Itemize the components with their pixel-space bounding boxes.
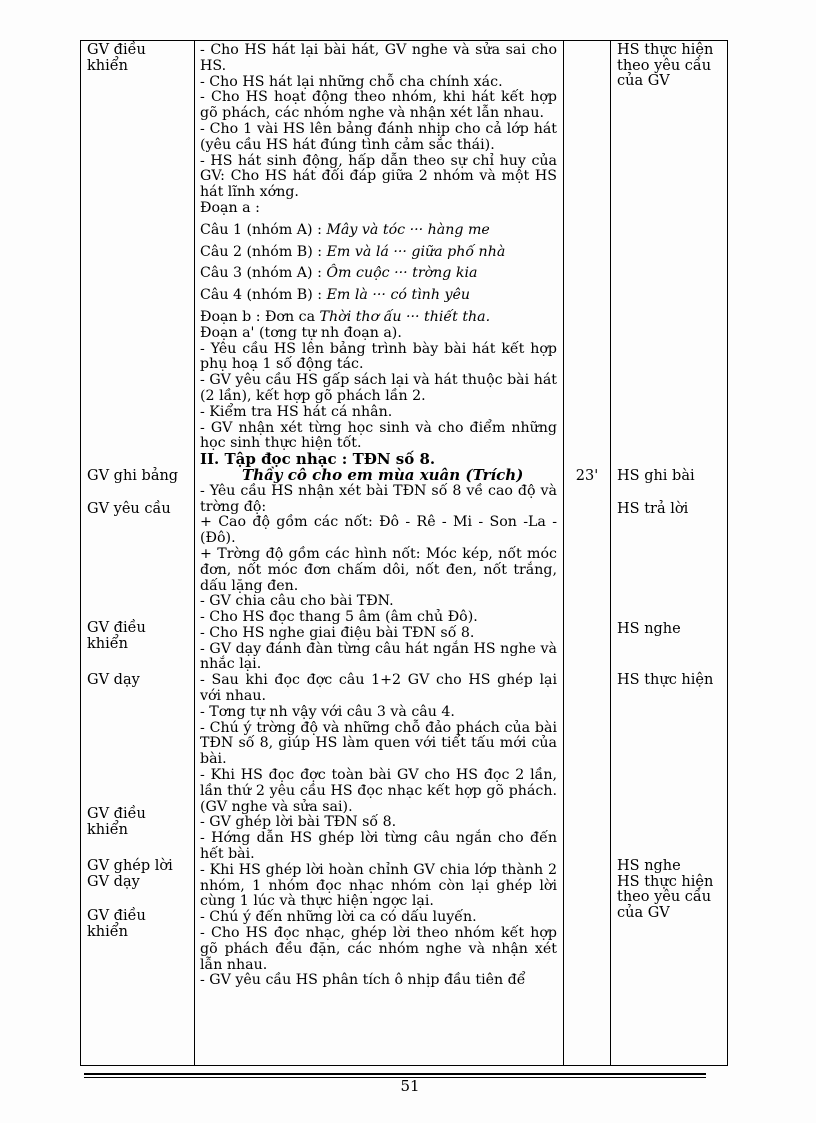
content-column	[195, 41, 563, 1065]
content-line: - Kiểm tra HS hát cá nhân.	[200, 403, 393, 420]
student-note: HS ghi bài	[617, 468, 695, 484]
teacher-note: GV ghép lời GV dạy	[87, 858, 173, 890]
section-subtitle: Thầy cô cho em mùa xuân (Trích)	[242, 465, 524, 484]
content-line: - GV chia câu cho bài TĐN.	[200, 593, 394, 610]
content-line: - Cho HS đọc thang 5 âm (âm chủ Đô).	[200, 609, 478, 626]
teacher-note: GV ghi bảng	[87, 468, 179, 484]
time-column	[564, 41, 610, 1065]
teacher-note: GV điều khiển	[87, 806, 146, 838]
verse-line: Câu 1 (nhóm A) : Mây và tóc ··· hàng me	[200, 221, 490, 238]
teacher-note: GV điều khiển	[87, 620, 146, 652]
content-line: - Yêu cầu HS lên bảng trình bày bài hát kết hợp phụ hoạ 1 số động tác.	[200, 340, 557, 373]
student-note: HS nghe	[617, 621, 681, 637]
verse-line: Đoạn b : Đơn ca Thời thơ ấu ··· thiết tha.	[200, 308, 491, 325]
content-line: - Cho HS nghe giai điệu bài TĐN số 8.	[200, 624, 475, 641]
content-line: - GV dạy đánh đàn từng câu hát ngắn HS nghe và nhắc lại.	[200, 640, 557, 673]
verse-line: Câu 3 (nhóm A) : Ôm cuộc ··· trờng kia	[200, 265, 478, 282]
content-line: - HS hát sinh động, hấp dẫn theo sự chỉ huy của GV: Cho HS hát đối đáp giữa 2 nhóm và một HS hát lĩnh xớng.	[200, 152, 557, 201]
content-line: - Cho HS hát lại những chỗ cha chính xác.	[200, 73, 503, 90]
content-line: - GV ghép lời bài TĐN số 8.	[200, 814, 397, 831]
content-line: - Tơng tự nh vậy với câu 3 và câu 4.	[200, 703, 455, 720]
content-line: - Cho HS hát lại bài hát, GV nghe và sửa sai cho HS.	[200, 42, 557, 74]
content-line: - GV yêu cầu HS gấp sách lại và hát thuộc bài hát (2 lần), kết hợp gõ phách lần 2.	[200, 372, 557, 404]
content-line: + Cao độ gồm các nốt: Đô - Rê - Mi - Son -La - (Đô).	[200, 514, 557, 547]
student-note: HS thực hiện	[617, 672, 714, 688]
teacher-note: GV yêu cầu	[87, 501, 171, 517]
student-note: HS thực hiện theo yêu cầu của GV	[617, 42, 714, 89]
content-line: Đoạn a' (tơng tự nh đoạn a).	[200, 324, 402, 341]
content-line: - GV yêu cầu HS phân tích ô nhịp đầu tiên để	[200, 972, 526, 989]
teacher-note: GV điều khiển	[87, 908, 146, 940]
student-note: HS nghe HS thực hiện theo yêu cầu của GV	[617, 858, 714, 921]
student-note: HS trả lời	[617, 501, 689, 517]
content-line: - Hớng dẫn HS ghép lời từng câu ngắn cho đến hết bài.	[200, 830, 557, 863]
verse-line: Câu 2 (nhóm B) : Em và lá ··· giữa phố nhà	[200, 243, 506, 260]
verse-line: Câu 4 (nhóm B) : Em là ··· có tình yêu	[200, 287, 471, 304]
content-line: Đoạn a :	[200, 199, 260, 216]
content-line: - GV nhận xét từng học sinh và cho điểm những học sinh thực hiện tốt.	[200, 419, 557, 452]
content-line: - Cho HS hoạt động theo nhóm, khi hát kết hợp gõ phách, các nhóm nghe và nhận xét lẫn nhau.	[200, 89, 557, 122]
teacher-activity-column	[81, 41, 194, 1065]
content-line: + Trờng độ gồm các hình nốt: Móc kép, nốt móc đơn, nốt móc đơn chấm dôi, nốt đen, nốt trắng, dấu lặng đen.	[200, 545, 557, 594]
section-title: II. Tập đọc nhạc : TĐN số 8.	[200, 450, 436, 469]
content-body	[200, 43, 557, 989]
content-line: - Khi HS ghép lời hoàn chỉnh GV chia lớp thành 2 nhóm, 1 nhóm đọc nhạc nhóm còn lại ghép lời cùng 1 lúc và thực hiện ngợc lại.	[200, 861, 557, 910]
teacher-note: GV điều khiển	[87, 42, 146, 74]
time-value: 23'	[575, 468, 599, 484]
content-line: - Chú ý trờng độ và những chỗ đảo phách của bài TĐN số 8, giúp HS làm quen với tiết tấu mới của bài.	[200, 719, 557, 768]
page-number: 51	[400, 1077, 420, 1095]
lesson-plan-table	[80, 40, 728, 1066]
content-line: - Chú ý đến những lời ca có dấu luyến.	[200, 909, 477, 926]
student-activity-column	[611, 41, 729, 1065]
content-line: - Yêu cầu HS nhận xét bài TĐN số 8 về cao độ và trờng độ:	[200, 482, 557, 515]
content-line: - Khi HS đọc đợc toàn bài GV cho HS đọc 2 lần, lần thứ 2 yêu cầu HS đọc nhạc kết hợp gõ phách. (GV nghe và sửa sai).	[200, 767, 557, 815]
content-line: - Cho HS đọc nhạc, ghép lời theo nhóm kết hợp gõ phách đều đặn, các nhóm nghe và nhận xét lẫn nhau.	[200, 925, 557, 973]
content-line: - Cho 1 vài HS lên bảng đánh nhịp cho cả lớp hát (yêu cầu HS hát đúng tình cảm sắc thái).	[200, 120, 557, 153]
teacher-note: GV dạy	[87, 672, 140, 688]
footer-rule	[84, 1073, 706, 1075]
content-line: - Sau khi đọc đợc câu 1+2 GV cho HS ghép lại với nhau.	[200, 672, 557, 705]
